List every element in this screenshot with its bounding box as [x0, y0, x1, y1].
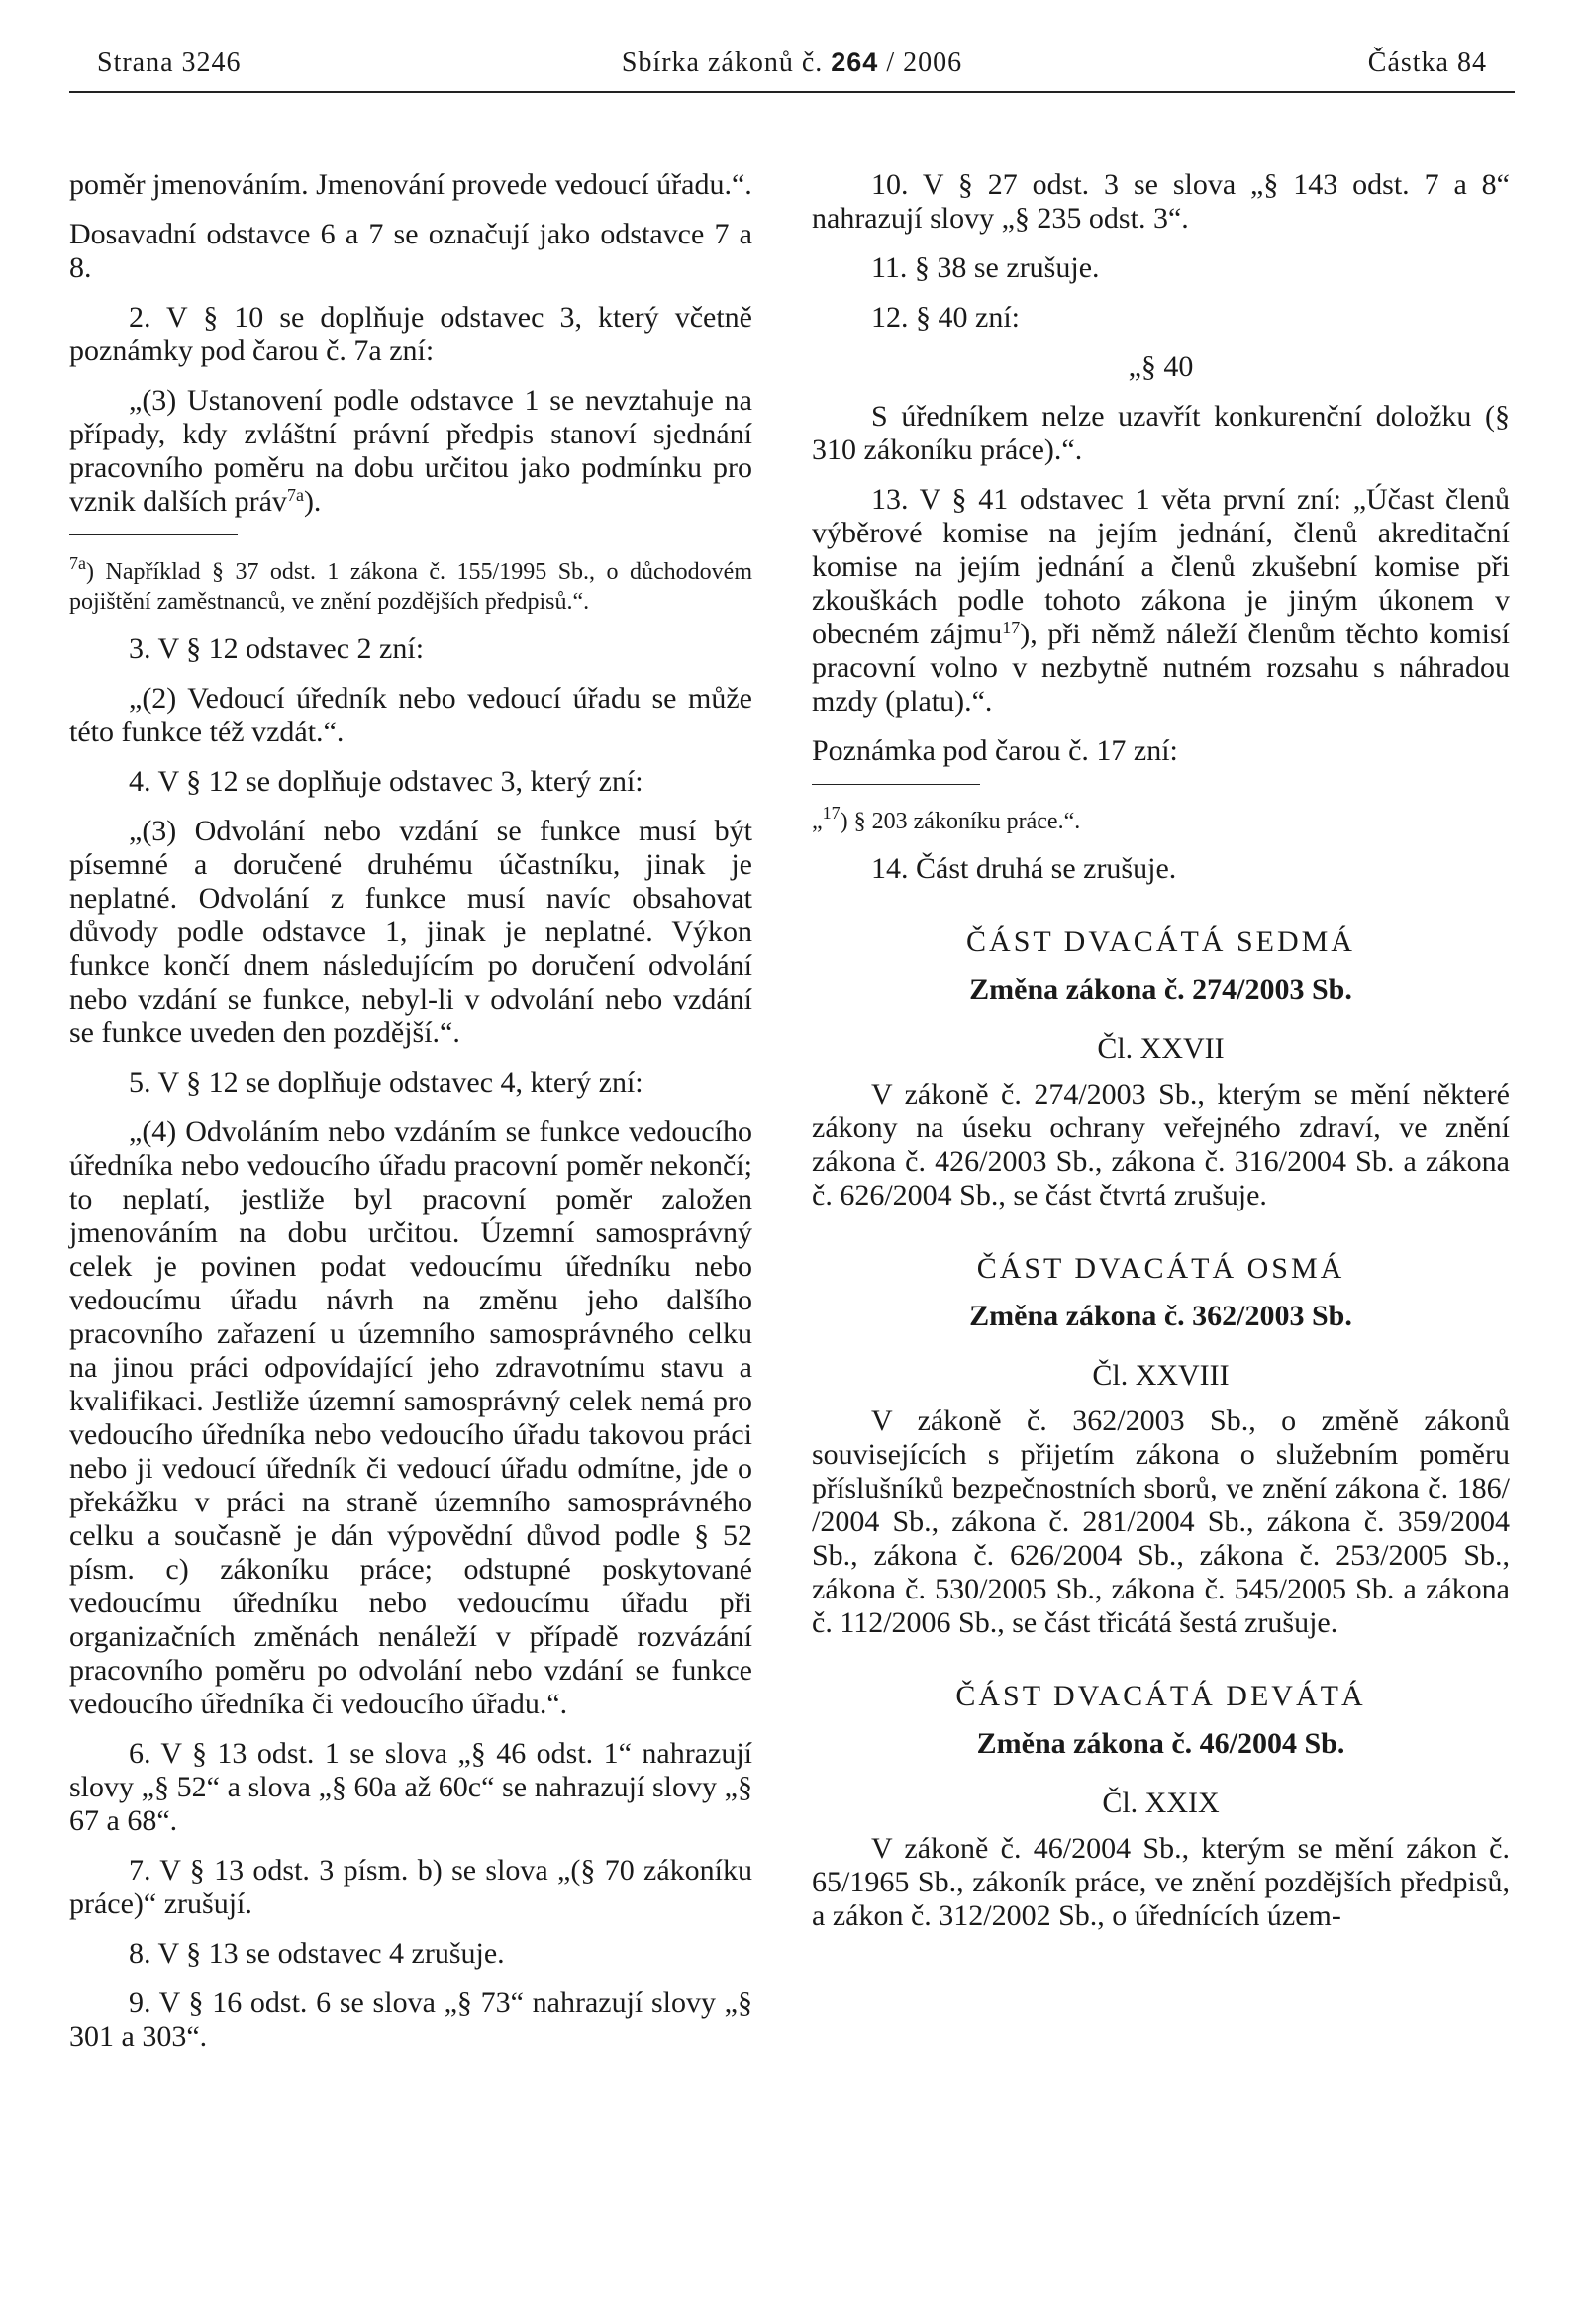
- amendment-title: Změna zákona č. 274/2003 Sb.: [969, 973, 1352, 1006]
- paragraph-text: 10. V § 27 odst. 3 se slova „§ 143 odst. 7 a 8“ nahrazují slovy „§ 235 odst. 3“.: [812, 168, 1510, 235]
- paragraph: [69, 1937, 752, 1971]
- paragraph: [69, 168, 752, 202]
- article-number: Čl. XXVII: [1097, 1032, 1225, 1065]
- paragraph-text: V zákoně č. 46/2004 Sb., kterým se mění zákon č. 65/1965 Sb., zákoník práce, ve znění pozdějších předpisů, a zákon č. 312/2002 Sb., o úřednících územ-: [812, 1832, 1510, 1932]
- paragraph: [812, 734, 1510, 768]
- amendment-title: Změna zákona č. 46/2004 Sb.: [976, 1727, 1345, 1760]
- footnote-reference: 7a: [286, 485, 304, 505]
- paragraph: [69, 1066, 752, 1100]
- paragraph-text-after: ).: [303, 485, 322, 518]
- paragraph: [812, 852, 1510, 886]
- paragraph: [812, 1832, 1510, 1933]
- paragraph: [69, 1986, 752, 2054]
- paragraph: [69, 632, 752, 666]
- paragraph: [812, 483, 1510, 719]
- article-number: Čl. XXIX: [1102, 1787, 1220, 1819]
- paragraph-text: 3. V § 12 odstavec 2 zní:: [129, 632, 425, 665]
- paragraph: [69, 1854, 752, 1921]
- page-header: [69, 48, 1515, 91]
- page-number: Strana 3246: [97, 48, 242, 78]
- paragraph-text: 2. V § 10 se doplňuje odstavec 3, který včetně poznámky pod čarou č. 7a zní:: [69, 301, 752, 367]
- footnote-quote: „: [812, 809, 823, 834]
- paragraph-text: S úředníkem nelze uzavřít konkurenční doložku (§ 310 zákoníku práce).“.: [812, 400, 1510, 466]
- footnote: [812, 803, 1510, 836]
- paragraph-text: 7. V § 13 odst. 3 písm. b) se slova „(§ 70 zákoníku práce)“ zrušují.: [69, 1854, 752, 1920]
- section-heading: „§ 40: [1128, 350, 1194, 383]
- paragraph-text: „(4) Odvoláním nebo vzdáním se funkce vedoucího úředníka nebo vedoucího úřadu pracovní poměr nekončí; to neplatí, jestliže byl pracovní poměr založen jmenováním na dobu určitou. Územní samosprávný celek je povinen podat vedoucímu úředníku nebo vedoucímu úřadu návrh na změnu jeho dalšího pracovního zařazení u územního samosprávného celku na jinou práci odpovídající jeho zdravotnímu stavu a kvalifikaci. Jestliže územní samosprávný celek nemá pro vedoucího úředníka nebo vedoucího úřadu takovou práci nebo ji vedoucí úředník či vedoucí úřadu odmítne, jde o překážku v práci na straně územního samosprávného celku a současně je dán výpovědní důvod podle § 52 písm. c) zákoníku práce; odstupné poskytované vedoucímu úředníku nebo vedoucímu úřadu při organizačních změnách nenáleží v případě rozvázání pracovního poměru po odvolání nebo vzdání se funkce vedoucího úředníka či vedoucího úřadu.“.: [69, 1115, 752, 1720]
- paragraph: [69, 1115, 752, 1721]
- paragraph-text: V zákoně č. 274/2003 Sb., kterým se mění některé zákony na úseku ochrany veřejného zdraví, ve znění zákona č. 426/2003 Sb., zákona č. 316/2004 Sb. a zákona č. 626/2004 Sb., se část čtvrtá zrušuje.: [812, 1078, 1510, 1211]
- paragraph-text: 5. V § 12 se doplňuje odstavec 4, který zní:: [129, 1066, 644, 1099]
- paragraph-text: „(3) Odvolání nebo vzdání se funkce musí být písemné a doručené druhému účastníku, jinak je neplatné. Odvolání z funkce musí navíc obsahovat důvody podle odstavce 1, jinak je neplatné. Výkon funkce končí dnem následujícím po doručení odvolání nebo vzdání se funkce, nebyl-li v odvolání nebo vzdání se funkce uveden den pozdější.“.: [69, 815, 752, 1049]
- paragraph: [812, 301, 1510, 335]
- paragraph: [812, 251, 1510, 285]
- part-title: ČÁST DVACÁTÁ OSMÁ: [976, 1252, 1345, 1285]
- collection-prefix: Sbírka zákonů č.: [621, 48, 824, 78]
- right-column: [812, 168, 1510, 1949]
- footnote-rule: [69, 534, 238, 535]
- paragraph-text: 13. V § 41 odstavec 1 věta první zní: „Účast členů výběrové komise na jejím jednání, členů akreditační komise na jejím jednání a členů zkušební komise při zkouškách podle tohoto zákona je jiným úkonem v obecném zájmu: [812, 483, 1510, 650]
- paragraph-text: Dosavadní odstavce 6 a 7 se označují jako odstavce 7 a 8.: [69, 218, 752, 284]
- collection-year: / 2006: [886, 48, 963, 78]
- left-column: [69, 168, 752, 2070]
- footnote-marker: 17: [822, 803, 841, 823]
- paragraph: [812, 1078, 1510, 1212]
- paragraph-text: poměr jmenováním. Jmenování provede vedoucí úřadu.“.: [69, 168, 752, 201]
- paragraph-text: 6. V § 13 odst. 1 se slova „§ 46 odst. 1“ nahrazují slovy „§ 52“ a slova „§ 60a až 60c“ se nahrazují slovy „§ 67 a 68“.: [69, 1737, 752, 1837]
- footnote-text: ) § 203 zákoníku práce.“.: [840, 809, 1081, 834]
- amendment-title: Změna zákona č. 362/2003 Sb.: [969, 1300, 1352, 1332]
- paragraph-text-after: ), při němž náleží členům těchto komisí pracovní volno v nezbytně nutném rozsahu s náhradou mzdy (platu).“.: [812, 618, 1510, 718]
- paragraph-text: Poznámka pod čarou č. 17 zní:: [812, 734, 1178, 767]
- part-title: ČÁST DVACÁTÁ SEDMÁ: [966, 925, 1355, 958]
- paragraph: [69, 301, 752, 368]
- paragraph: [812, 400, 1510, 467]
- paragraph-text: 8. V § 13 se odstavec 4 zrušuje.: [129, 1937, 505, 1970]
- issue-part: Částka 84: [1367, 48, 1487, 78]
- paragraph: [812, 1404, 1510, 1640]
- footnote-text: ) Například § 37 odst. 1 zákona č. 155/1995 Sb., o důchodovém pojištění zaměstnanců, ve znění pozdějších předpisů.“.: [69, 559, 752, 615]
- paragraph: [69, 384, 752, 519]
- paragraph-text: 4. V § 12 se doplňuje odstavec 3, který zní:: [129, 765, 644, 798]
- paragraph-text: 9. V § 16 odst. 6 se slova „§ 73“ nahrazují slovy „§ 301 a 303“.: [69, 1986, 752, 2053]
- part-title: ČÁST DVACÁTÁ DEVÁTÁ: [955, 1680, 1366, 1712]
- paragraph-text: 11. § 38 se zrušuje.: [871, 251, 1100, 284]
- paragraph: [69, 815, 752, 1050]
- header-rule: [69, 91, 1515, 93]
- paragraph: [69, 1737, 752, 1838]
- paragraph-text: 12. § 40 zní:: [871, 301, 1020, 334]
- footnote-rule: [812, 784, 980, 785]
- article-number: Čl. XXVIII: [1092, 1359, 1230, 1392]
- footnote-reference: 17: [1002, 618, 1021, 637]
- paragraph-text: V zákoně č. 362/2003 Sb., o změně zákonů souvisejících s přijetím zákona o služebním poměru příslušníků bezpečnostních sborů, ve znění zákona č. 186/ /2004 Sb., zákona č. 281/2004 Sb., zákona č. 359/2004 Sb., zákona č. 626/2004 Sb., zákona č. 253/2005 Sb., zákona č. 530/2005 Sb., zákona č. 545/2005 Sb. a zákona č. 112/2006 Sb., se část třicátá šestá zrušuje.: [812, 1404, 1510, 1639]
- law-number: 264: [831, 48, 879, 77]
- paragraph: [812, 168, 1510, 236]
- footnote: [69, 553, 752, 617]
- paragraph: [69, 218, 752, 285]
- paragraph: [69, 765, 752, 799]
- collection-title: [69, 48, 1515, 79]
- paragraph-text: „(3) Ustanovení podle odstavce 1 se nevztahuje na případy, kdy zvláštní právní předpis stanoví sjednání pracovního poměru na dobu určitou jako podmínku pro vznik dalších práv: [69, 384, 752, 518]
- paragraph: [69, 682, 752, 749]
- paragraph-text: „(2) Vedoucí úředník nebo vedoucí úřadu se může této funkce též vzdát.“.: [69, 682, 752, 748]
- footnote-marker: 7a: [69, 553, 86, 573]
- paragraph-text: 14. Část druhá se zrušuje.: [871, 852, 1177, 885]
